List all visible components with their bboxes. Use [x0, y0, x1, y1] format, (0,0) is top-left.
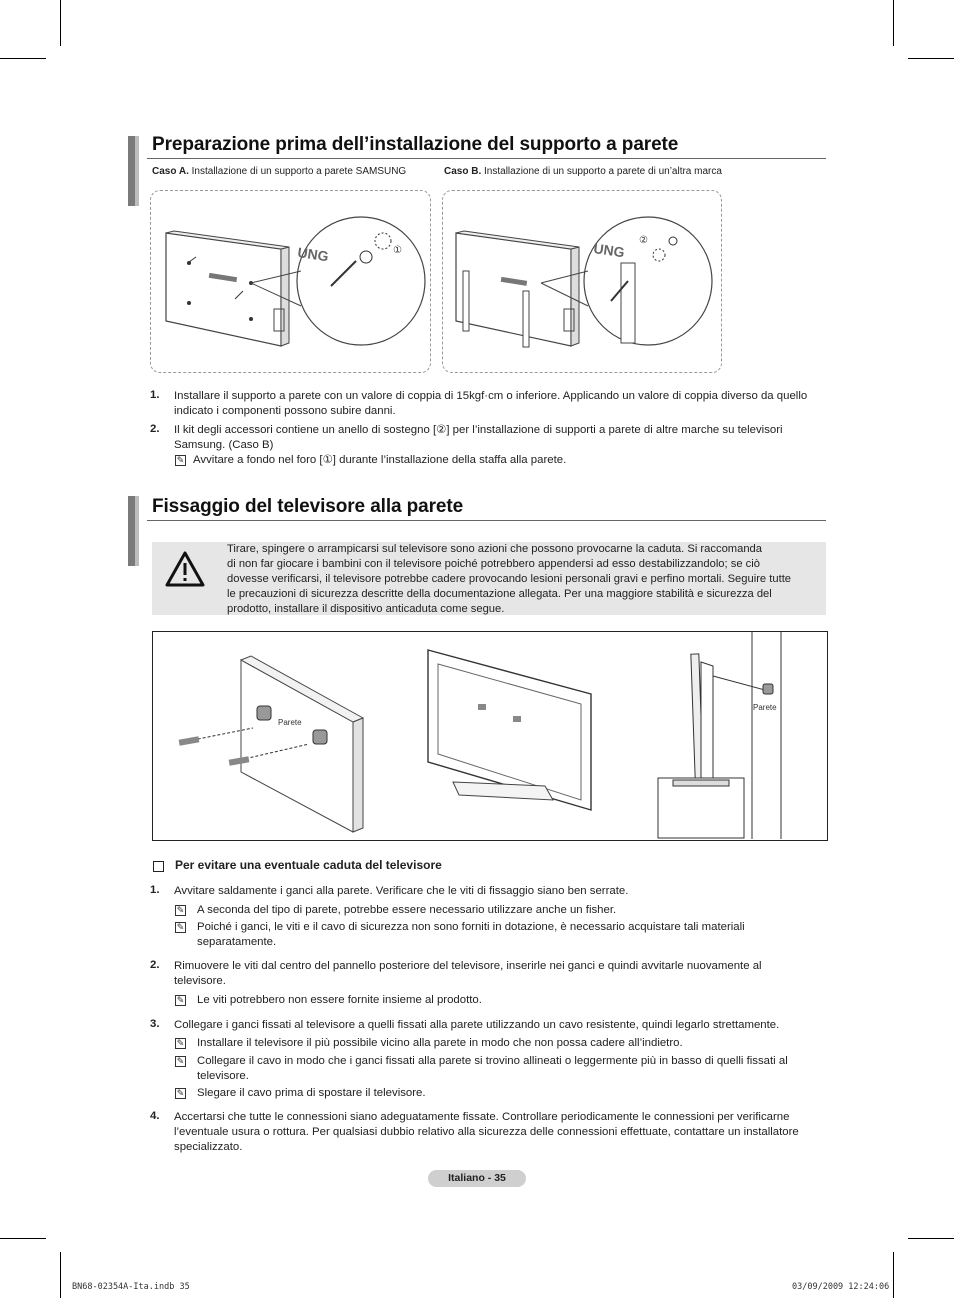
step-number: 3.: [150, 1018, 160, 1030]
warning-line: le precauzioni di sicurezza descritte della documentazione allegata. Per una maggiore stabilità e sicurezza del: [227, 588, 772, 600]
warning-triangle-icon: [164, 549, 206, 589]
item-line: indicato i componenti possono subire danni.: [174, 405, 396, 417]
wall-label: Parete: [278, 718, 302, 727]
note-text: [197, 920, 827, 950]
step-line: specializzato.: [174, 1141, 243, 1153]
section-bar: [128, 496, 135, 566]
crop-mark: [0, 1238, 46, 1239]
note-line: separatamente.: [197, 936, 277, 948]
note-text: A seconda del tipo di parete, potrebbe essere necessario utilizzare anche un fisher.: [197, 904, 617, 916]
item-number: 1.: [150, 389, 160, 401]
svg-text:UNG: UNG: [592, 240, 626, 261]
step-text: [174, 1110, 834, 1155]
item-text: [174, 423, 829, 453]
note-pencil-icon: ✎: [176, 455, 185, 465]
item-line: Il kit degli accessori contiene un anello di sostegno [②] per l’installazione di supporti a parete di altre marche su televisori: [174, 424, 783, 436]
note-text: Installare il televisore il più possibile vicino alla parete in modo che non possa cadere all’indietro.: [197, 1037, 683, 1049]
item-text: [174, 389, 829, 419]
note-line: Poiché i ganci, le viti e il cavo di sicurezza non sono forniti in dotazione, è necessario acquistare tali materiali: [197, 921, 745, 933]
crop-mark: [0, 58, 46, 59]
step-text: Avvitare saldamente i ganci alla parete. Verificare che le viti di fissaggio siano ben serrate.: [174, 885, 629, 897]
warning-line: prodotto, installare il dispositivo anticaduta come segue.: [227, 603, 505, 615]
note-text: [197, 1054, 827, 1084]
print-slug-left: BN68-02354A-Ita.indb 35: [72, 1282, 190, 1292]
section-bar: [135, 496, 139, 566]
crop-mark: [908, 58, 954, 59]
svg-text:UNG: UNG: [296, 244, 330, 265]
crop-mark: [60, 1252, 61, 1298]
case-a-text: Installazione di un supporto a parete SAMSUNG: [188, 166, 407, 177]
tv-back-illustration: [443, 191, 721, 372]
section-bar: [128, 136, 135, 206]
step-line: televisore.: [174, 975, 226, 987]
note-pencil-icon: ✎: [176, 905, 185, 915]
case-b-text: Installazione di un supporto a parete di un’altra marca: [481, 166, 722, 177]
step-text: Collegare i ganci fissati al televisore a quelli fissati alla parete utilizzando un cavo resistente, quindi legarlo strettamente.: [174, 1019, 780, 1031]
section-title: Preparazione prima dell’installazione del supporto a parete: [152, 134, 679, 155]
case-a-caption: [152, 166, 406, 177]
case-a-label: Caso A.: [152, 166, 189, 177]
wall-mount-diagram: [153, 632, 826, 839]
print-slug-right: 03/09/2009 12:24:06: [792, 1282, 890, 1292]
crop-mark: [893, 1252, 894, 1298]
note-text: Avvitare a fondo nel foro [①] durante l’installazione della staffa alla parete.: [193, 454, 567, 466]
figure-case-b: [442, 190, 722, 373]
figure-case-a: [150, 190, 431, 373]
note-line: Collegare il cavo in modo che i ganci fissati alla parete si trovino allineati o leggermente più in basso di quelli fissati al: [197, 1055, 788, 1067]
step-text: [174, 959, 829, 989]
item-line: Installare il supporto a parete con un valore di coppia di 15kgf·cm o inferiore. Applicando un valore di coppia diverso da quello: [174, 390, 808, 402]
note-pencil-icon: ✎: [176, 922, 185, 932]
wall-label: Parete: [753, 703, 777, 712]
svg-text:②: ②: [639, 235, 648, 246]
case-b-label: Caso B.: [444, 166, 482, 177]
svg-text:①: ①: [393, 245, 402, 256]
subheading: Per evitare una eventuale caduta del televisore: [175, 858, 442, 872]
anti-fall-illustration: [152, 631, 828, 841]
crop-mark: [908, 1238, 954, 1239]
crop-mark: [893, 0, 894, 46]
warning-line: dovesse verificarsi, il televisore potrebbe cadere provocando lesioni personali gravi e perfino mortali. Seguire tutte: [227, 573, 792, 585]
item-number: 2.: [150, 423, 160, 435]
checkbox-square-icon: [153, 861, 164, 872]
warning-line: Tirare, spingere o arrampicarsi sul televisore sono azioni che possono provocarne la caduta. Si raccomanda: [227, 543, 762, 555]
section-title: Fissaggio del televisore alla parete: [152, 496, 464, 517]
crop-mark: [60, 0, 61, 46]
note-text: Slegare il cavo prima di spostare il televisore.: [197, 1087, 426, 1099]
note-pencil-icon: ✎: [176, 995, 185, 1005]
title-rule: [147, 158, 826, 159]
warning-line: di non far giocare i bambini con il televisore poiché potrebbero appendersi ad esso destabilizzandolo; se ciò: [227, 558, 760, 570]
item-line: Samsung. (Caso B): [174, 439, 274, 451]
step-number: 2.: [150, 959, 160, 971]
title-rule: [147, 520, 826, 521]
step-line: l’eventuale usura o rottura. Per qualsiasi dubbio relativo alla sicurezza delle connessioni effettuate, contattare un installatore: [174, 1126, 799, 1138]
case-b-caption: [444, 166, 722, 177]
step-line: Rimuovere le viti dal centro del pannello posteriore del televisore, inserirle nei ganci e quindi avvitarle nuovamente al: [174, 960, 762, 972]
section-bar: [135, 136, 139, 206]
warning-text: [227, 542, 822, 617]
tv-back-illustration: [151, 191, 430, 372]
note-pencil-icon: ✎: [176, 1038, 185, 1048]
step-number: 4.: [150, 1110, 160, 1122]
warning-box: [152, 542, 826, 615]
note-line: televisore.: [197, 1070, 249, 1082]
note-text: Le viti potrebbero non essere fornite insieme al prodotto.: [197, 994, 482, 1006]
step-line: Accertarsi che tutte le connessioni siano adeguatamente fissate. Controllare periodicamente le connessioni per verificarne: [174, 1111, 790, 1123]
note-pencil-icon: ✎: [176, 1088, 185, 1098]
page-number: Italiano - 35: [428, 1170, 526, 1187]
note-pencil-icon: ✎: [176, 1056, 185, 1066]
step-number: 1.: [150, 884, 160, 896]
